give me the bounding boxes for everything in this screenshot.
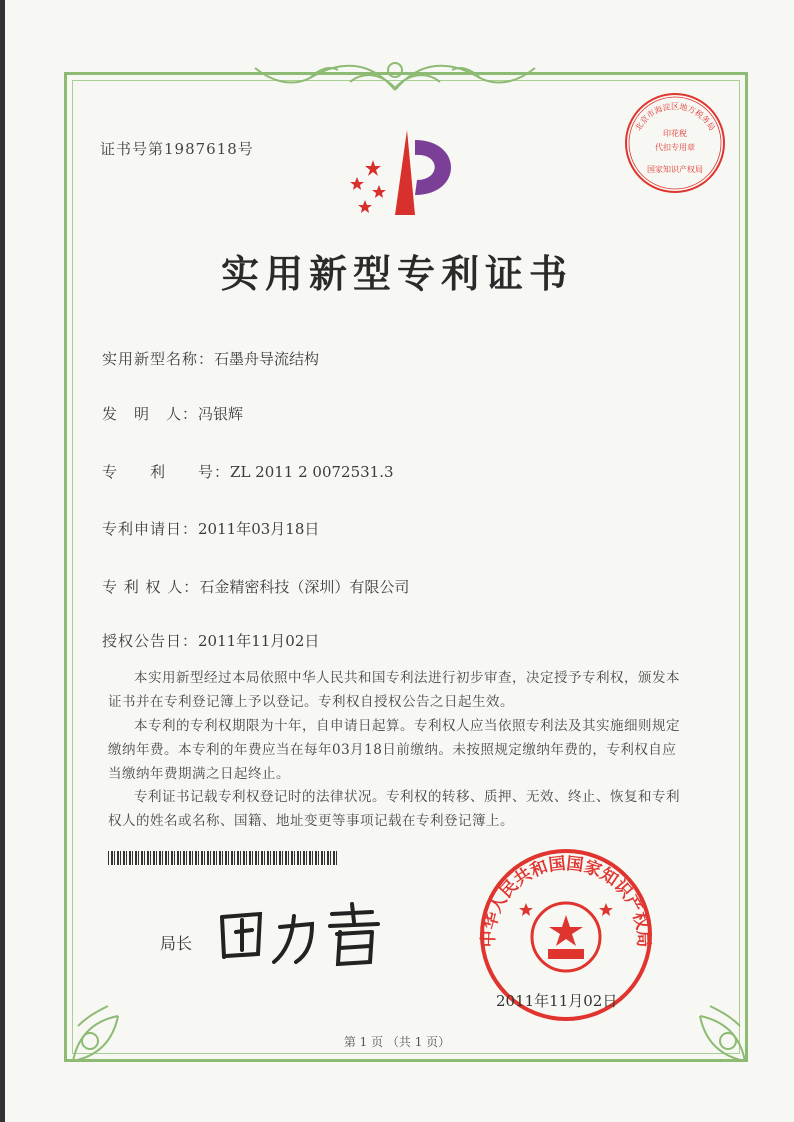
field-label: 专 利 权 人：: [102, 578, 200, 596]
page-footer: 第 1 页 （共 1 页）: [343, 1035, 451, 1049]
field-value: 石墨舟导流结构: [214, 350, 320, 368]
tax-stamp-center-1: 印花税: [663, 129, 687, 138]
field-value: 2011年11月02日: [198, 632, 320, 650]
seal-ring-text: 中华人民共和国国家知识产权局: [478, 853, 654, 948]
document-title: 实用新型专利证书: [220, 251, 573, 296]
body-paragraph: 本实用新型经过本局依照中华人民共和国专利法进行初步审查，决定授予专利权，颁发本证书并在专利登记簿上予以登记。专利权自授权公告之日起生效。: [108, 670, 680, 710]
field-value: 2011年03月18日: [198, 520, 320, 538]
director-label: 局长: [160, 934, 193, 953]
patent-office-logo-icon: [345, 125, 465, 220]
bottom-right-ornament: [680, 996, 750, 1066]
svg-text:北京市海淀区地方税务局: [633, 101, 717, 132]
body-paragraph: 本专利的专利权期限为十年，自申请日起算。专利权人应当依照专利法及其实施细则规定缴纳年费。本专利的年费应当在每年03月18日前缴纳。未按照规定缴纳年费的，专利权自应当缴纳年费期满之日起终止。: [108, 718, 680, 782]
field-grant-date: [102, 630, 319, 651]
field-value: 冯银辉: [198, 405, 244, 423]
field-patent-number: [102, 461, 394, 482]
body-paragraph: 专利证书记载专利权登记时的法律状况。专利权的转移、质押、无效、终止、恢复和专利权人的姓名或名称、国籍、地址变更等事项记载在专利登记簿上。: [108, 789, 680, 829]
top-ornament: [250, 50, 540, 94]
field-application-date: [102, 518, 319, 539]
certificate-number: 证书号第1987618号: [100, 140, 254, 158]
barcode: [108, 851, 338, 865]
field-label: 授权公告日：: [102, 632, 199, 650]
field-value: ZL 2011 2 0072531.3: [230, 463, 394, 481]
field-label: 实用新型名称：: [102, 350, 215, 368]
field-patentee: [102, 576, 409, 597]
bottom-left-ornament: [68, 996, 138, 1066]
field-label: 专 利 号：: [102, 463, 231, 481]
field-label: 专利申请日：: [102, 520, 199, 538]
issue-date: 2011年11月02日: [496, 992, 618, 1010]
field-inventor: [102, 403, 243, 424]
tax-stamp-ring-text: 北京市海淀区地方税务局: [633, 102, 717, 133]
binding-edge: [0, 0, 5, 1122]
field-value: 石金精密科技（深圳）有限公司: [199, 578, 410, 596]
tax-stamp-icon: [622, 90, 728, 196]
tax-stamp-center-2: 代扣专用章: [655, 143, 695, 152]
field-label: 发 明 人：: [102, 405, 199, 423]
director-signature: [212, 902, 392, 972]
field-utility-model-name: [102, 348, 319, 369]
tax-stamp-bottom: 国家知识产权局: [647, 165, 703, 174]
